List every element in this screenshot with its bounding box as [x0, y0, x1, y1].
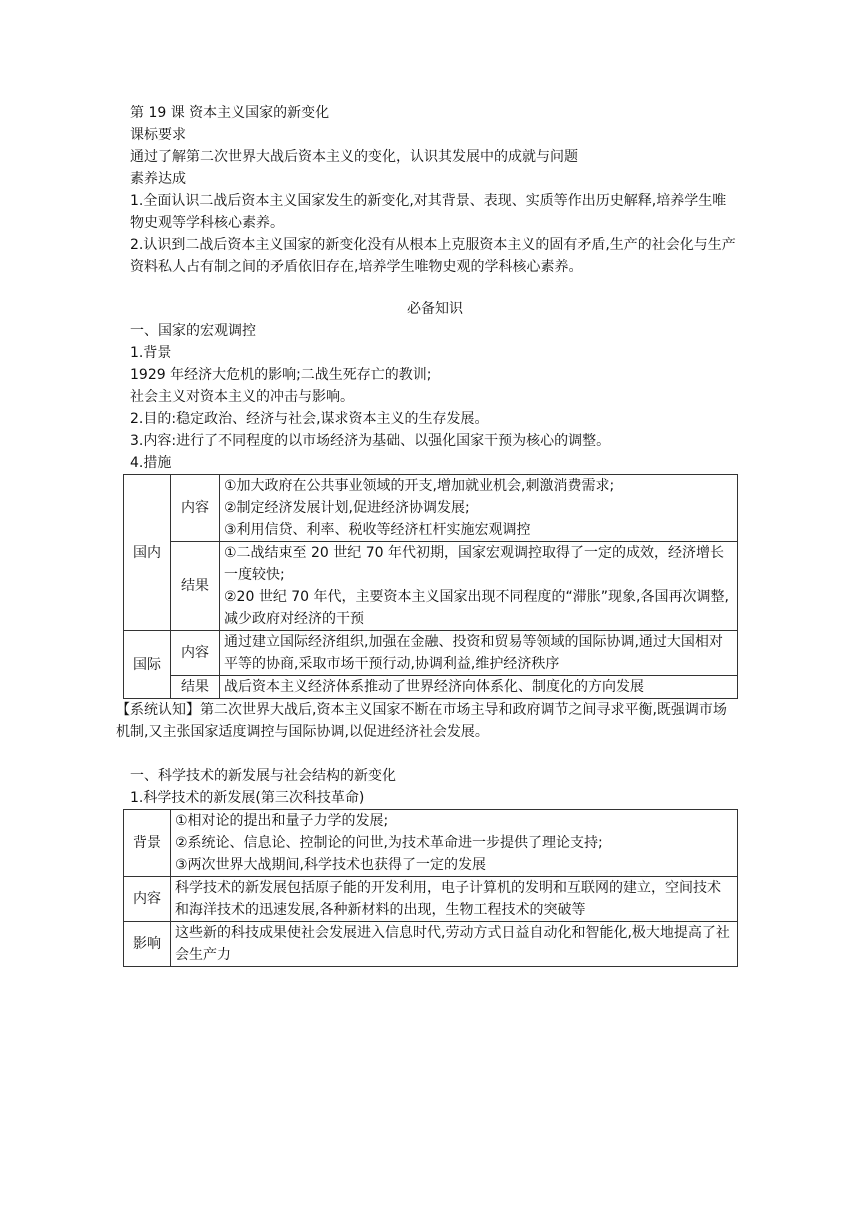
measures-heading: 4.措施: [130, 455, 172, 471]
domestic-content-cell: [220, 475, 738, 542]
intl-result-cell: 战后资本主义经济体系推动了世界经济向体系化、制度化的方向发展: [220, 676, 738, 699]
domestic-content-1: ①加大政府在公共事业领域的开支,增加就业机会,刺激消费需求;: [224, 478, 615, 494]
syzc-heading: 素养达成: [130, 171, 186, 187]
bbzs-heading: 必备知识: [407, 301, 463, 317]
system-summary: 【系统认知】第二次世界大战后,资本主义国家不断在市场主导和政府调节之间寻求平衡,既强调市场机制,又主张国家适度调控与国际协调,以促进经济社会发展。: [116, 702, 727, 740]
intl-content-cell: 通过建立国际经济组织,加强在金融、投资和贸易等领域的国际协调,通过大国相对平等的协商,采取市场干预行动,协调利益,维护经济秩序: [220, 631, 738, 676]
intl-result-label: 结果: [171, 676, 220, 699]
tech-impact-label: 影响: [124, 922, 171, 967]
content-line: 3.内容:进行了不同程度的以市场经济为基础、以强化国家干预为核心的调整。: [130, 433, 611, 449]
tech-bg-3: ③两次世界大战期间,科学技术也获得了一定的发展: [175, 857, 486, 873]
domestic-result-1: ①二战结束至 20 世纪 70 年代初期，国家宏观调控取得了一定的成效，经济增长一度较快;: [224, 545, 724, 583]
domestic-content-label: 内容: [171, 475, 220, 542]
tech-content-cell: 科学技术的新发展包括原子能的开发利用，电子计算机的发明和互联网的建立，空间技术和海洋技术的迅速发展,各种新材料的出现，生物工程技术的突破等: [171, 877, 738, 922]
lesson-title: 第 19 课 资本主义国家的新变化: [130, 105, 330, 121]
section2-sub-heading: 1.科学技术的新发展(第三次科技革命): [130, 790, 365, 806]
tech-impact-cell: 这些新的科技成果使社会发展进入信息时代,劳动方式日益自动化和智能化,极大地提高了社会生产力: [171, 922, 738, 967]
tech-bg-2: ②系统论、信息论、控制论的问世,为技术革命进一步提供了理论支持;: [175, 835, 603, 851]
section2-heading: 一、科学技术的新发展与社会结构的新变化: [130, 768, 396, 784]
syzc-item-2: 2.认识到二战后资本主义国家的新变化没有从根本上克服资本主义的固有矛盾,生产的社会化与生产资料私人占有制之间的矛盾依旧存在,培养学生唯物史观的学科核心素养。: [130, 237, 736, 275]
tech-bg-1: ①相对论的提出和量子力学的发展;: [175, 813, 389, 829]
domestic-result-cell: [220, 542, 738, 631]
document-page: [116, 102, 740, 967]
domestic-content-3: ③利用信贷、利率、税收等经济杠杆实施宏观调控: [224, 522, 531, 538]
bg-heading: 1.背景: [130, 345, 172, 361]
bg-line-2: 社会主义对资本主义的冲击与影响。: [130, 389, 354, 405]
tech-table: [123, 809, 738, 967]
domestic-label: 国内: [124, 475, 171, 631]
section1-heading: 一、国家的宏观调控: [130, 323, 256, 339]
bg-line-1: 1929 年经济大危机的影响;二战生死存亡的教训;: [130, 367, 432, 383]
tech-bg-label: 背景: [124, 810, 171, 877]
kbyq-text: 通过了解第二次世界大战后资本主义的变化，认识其发展中的成就与问题: [130, 149, 578, 165]
purpose-line: 2.目的:稳定政治、经济与社会,谋求资本主义的生存发展。: [130, 411, 489, 427]
domestic-result-2: ②20 世纪 70 年代，主要资本主义国家出现不同程度的“滞胀”现象,各国再次调整,减少政府对经济的干预: [224, 589, 729, 627]
kbyq-heading: 课标要求: [130, 127, 186, 143]
domestic-content-2: ②制定经济发展计划,促进经济协调发展;: [224, 500, 470, 516]
measures-table: [123, 474, 738, 699]
domestic-result-label: 结果: [171, 542, 220, 631]
syzc-item-1: 1.全面认识二战后资本主义国家发生的新变化,对其背景、表现、实质等作出历史解释,培养学生唯物史观等学科核心素养。: [130, 193, 727, 231]
tech-content-label: 内容: [124, 877, 171, 922]
intl-content-label: 内容: [171, 631, 220, 676]
tech-bg-cell: [171, 810, 738, 877]
international-label: 国际: [124, 631, 171, 699]
